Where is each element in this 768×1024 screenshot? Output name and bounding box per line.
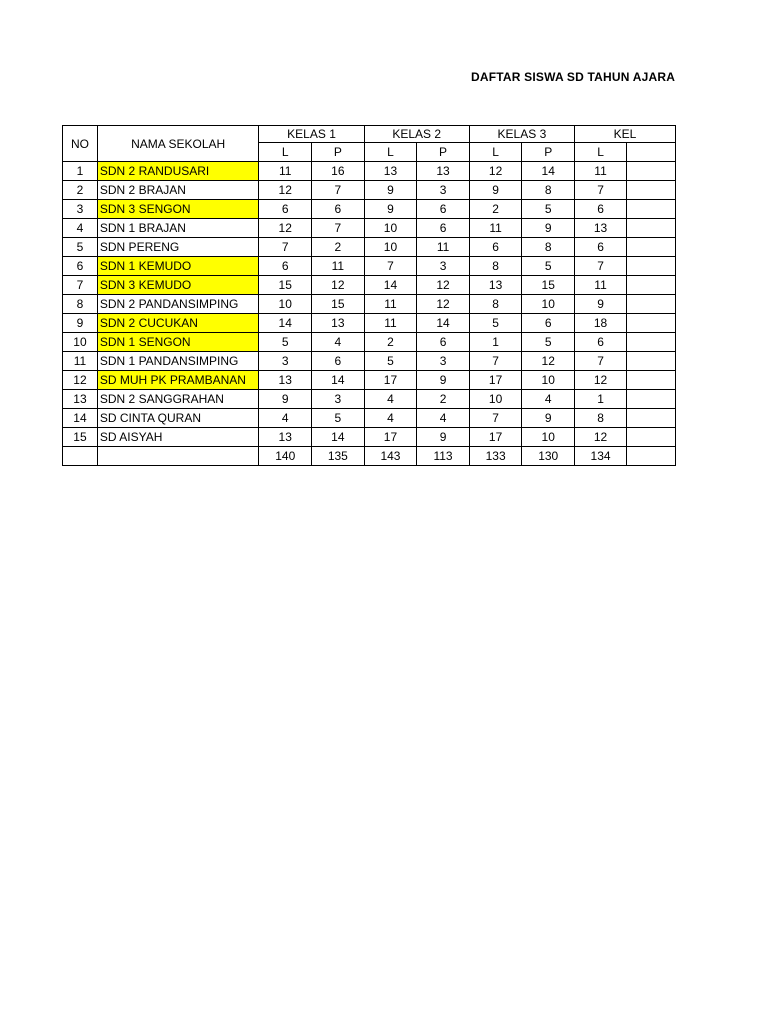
- student-count-cell: 4: [312, 333, 365, 352]
- student-count-cell: 3: [259, 352, 312, 371]
- school-name: SDN 2 CUCUKAN: [97, 314, 259, 333]
- header-l: L: [575, 143, 627, 162]
- student-count-cell: 12: [417, 276, 470, 295]
- student-count-cell: 11: [575, 162, 627, 181]
- student-count-cell: 11: [364, 295, 417, 314]
- student-count-cell: 12: [259, 219, 312, 238]
- student-count-cell: 11: [417, 238, 470, 257]
- student-count-cell: 12: [312, 276, 365, 295]
- student-count-cell: 4: [522, 390, 575, 409]
- student-count-cell: 14: [312, 371, 365, 390]
- student-count-cell: 12: [522, 352, 575, 371]
- student-count-cell: 7: [364, 257, 417, 276]
- student-count-cell: 6: [575, 238, 627, 257]
- empty-cell: [627, 333, 676, 352]
- header-p: P: [417, 143, 470, 162]
- school-name: SDN PERENG: [97, 238, 259, 257]
- header-no: NO: [63, 126, 98, 162]
- row-number: 2: [63, 181, 98, 200]
- student-count-cell: 5: [364, 352, 417, 371]
- header-p: P: [522, 143, 575, 162]
- student-count-cell: 8: [469, 295, 522, 314]
- empty-cell: [627, 295, 676, 314]
- header-kelas-4: KEL: [575, 126, 676, 143]
- student-count-cell: 14: [417, 314, 470, 333]
- header-kelas-3: KELAS 3: [469, 126, 574, 143]
- student-count-cell: 10: [364, 219, 417, 238]
- table-body: [63, 126, 676, 466]
- student-count-cell: 5: [522, 333, 575, 352]
- row-number: 15: [63, 428, 98, 447]
- student-count-cell: 7: [259, 238, 312, 257]
- row-number: 14: [63, 409, 98, 428]
- table-row: [63, 181, 676, 200]
- student-count-cell: 7: [575, 257, 627, 276]
- empty-cell: [627, 276, 676, 295]
- student-count-cell: 9: [417, 428, 470, 447]
- empty-cell: [627, 409, 676, 428]
- student-count-cell: 10: [469, 390, 522, 409]
- student-count-cell: 12: [417, 295, 470, 314]
- row-number: 6: [63, 257, 98, 276]
- total-cell: 135: [312, 447, 365, 466]
- student-count-cell: 7: [312, 181, 365, 200]
- total-cell: 133: [469, 447, 522, 466]
- student-table: [62, 125, 676, 466]
- empty-cell: [627, 238, 676, 257]
- student-count-cell: 11: [575, 276, 627, 295]
- row-number: 10: [63, 333, 98, 352]
- student-count-cell: 8: [522, 181, 575, 200]
- school-name: SDN 2 PANDANSIMPING: [97, 295, 259, 314]
- student-count-cell: 11: [469, 219, 522, 238]
- row-number: 11: [63, 352, 98, 371]
- header-nama-sekolah: NAMA SEKOLAH: [97, 126, 259, 162]
- student-count-cell: 12: [259, 181, 312, 200]
- student-count-cell: 11: [364, 314, 417, 333]
- row-number: 7: [63, 276, 98, 295]
- student-count-cell: 5: [522, 200, 575, 219]
- student-count-cell: 10: [259, 295, 312, 314]
- total-cell: 113: [417, 447, 470, 466]
- table-row: [63, 314, 676, 333]
- student-count-cell: 3: [417, 181, 470, 200]
- school-name: SD MUH PK PRAMBANAN: [97, 371, 259, 390]
- student-count-cell: 6: [575, 333, 627, 352]
- student-count-cell: 9: [575, 295, 627, 314]
- student-count-cell: 14: [259, 314, 312, 333]
- row-number: 1: [63, 162, 98, 181]
- table-row: [63, 219, 676, 238]
- table-row: [63, 352, 676, 371]
- document-title-area: [0, 70, 676, 88]
- table-row: [63, 238, 676, 257]
- school-name: SDN 1 BRAJAN: [97, 219, 259, 238]
- total-cell: 143: [364, 447, 417, 466]
- student-count-cell: 13: [364, 162, 417, 181]
- student-count-cell: 11: [312, 257, 365, 276]
- school-name: SDN 1 SENGON: [97, 333, 259, 352]
- student-count-cell: 10: [522, 371, 575, 390]
- student-count-cell: 1: [469, 333, 522, 352]
- student-count-cell: 17: [469, 428, 522, 447]
- student-count-cell: 3: [417, 257, 470, 276]
- student-count-cell: 7: [312, 219, 365, 238]
- student-count-cell: 6: [417, 219, 470, 238]
- table-row: [63, 390, 676, 409]
- header-p-empty: [627, 143, 676, 162]
- totals-row: [63, 447, 676, 466]
- school-name: SDN 1 PANDANSIMPING: [97, 352, 259, 371]
- empty-cell: [97, 447, 259, 466]
- total-cell: 140: [259, 447, 312, 466]
- table-row: [63, 200, 676, 219]
- student-count-cell: 15: [259, 276, 312, 295]
- student-count-cell: 3: [312, 390, 365, 409]
- student-count-cell: 4: [417, 409, 470, 428]
- student-count-cell: 5: [469, 314, 522, 333]
- student-count-cell: 18: [575, 314, 627, 333]
- student-count-cell: 5: [259, 333, 312, 352]
- student-count-cell: 6: [469, 238, 522, 257]
- row-number: 3: [63, 200, 98, 219]
- header-l: L: [259, 143, 312, 162]
- student-count-cell: 10: [522, 295, 575, 314]
- student-table-viewport: [62, 125, 676, 467]
- header-l: L: [364, 143, 417, 162]
- student-count-cell: 4: [364, 409, 417, 428]
- student-count-cell: 15: [312, 295, 365, 314]
- empty-cell: [627, 181, 676, 200]
- student-count-cell: 9: [417, 371, 470, 390]
- school-name: SDN 3 SENGON: [97, 200, 259, 219]
- student-count-cell: 13: [259, 428, 312, 447]
- student-count-cell: 17: [364, 371, 417, 390]
- table-row: [63, 428, 676, 447]
- student-count-cell: 6: [312, 352, 365, 371]
- header-p: P: [312, 143, 365, 162]
- student-count-cell: 8: [469, 257, 522, 276]
- total-cell: 134: [575, 447, 627, 466]
- student-count-cell: 17: [364, 428, 417, 447]
- student-count-cell: 6: [259, 257, 312, 276]
- school-name: SDN 2 SANGGRAHAN: [97, 390, 259, 409]
- student-count-cell: 13: [469, 276, 522, 295]
- school-name: SDN 2 BRAJAN: [97, 181, 259, 200]
- student-count-cell: 2: [469, 200, 522, 219]
- student-count-cell: 11: [259, 162, 312, 181]
- student-count-cell: 7: [575, 181, 627, 200]
- student-count-cell: 10: [364, 238, 417, 257]
- student-count-cell: 6: [417, 200, 470, 219]
- row-number: 13: [63, 390, 98, 409]
- empty-cell: [627, 371, 676, 390]
- empty-cell: [627, 162, 676, 181]
- student-count-cell: 12: [575, 371, 627, 390]
- student-count-cell: 9: [469, 181, 522, 200]
- document-title: DAFTAR SISWA SD TAHUN AJARA: [471, 70, 676, 84]
- row-number: 9: [63, 314, 98, 333]
- school-name: SD CINTA QURAN: [97, 409, 259, 428]
- student-count-cell: 13: [417, 162, 470, 181]
- student-count-cell: 10: [522, 428, 575, 447]
- student-count-cell: 8: [522, 238, 575, 257]
- student-count-cell: 5: [312, 409, 365, 428]
- student-count-cell: 13: [312, 314, 365, 333]
- table-row: [63, 371, 676, 390]
- empty-cell: [627, 200, 676, 219]
- empty-cell: [627, 219, 676, 238]
- student-count-cell: 6: [417, 333, 470, 352]
- header-row-kelas: [63, 126, 676, 143]
- table-row: [63, 257, 676, 276]
- empty-cell: [627, 257, 676, 276]
- row-number: 5: [63, 238, 98, 257]
- empty-cell: [627, 352, 676, 371]
- student-count-cell: 2: [417, 390, 470, 409]
- student-count-cell: 3: [417, 352, 470, 371]
- school-name: SD AISYAH: [97, 428, 259, 447]
- header-l: L: [469, 143, 522, 162]
- table-row: [63, 295, 676, 314]
- student-count-cell: 9: [364, 200, 417, 219]
- school-name: SDN 2 RANDUSARI: [97, 162, 259, 181]
- student-count-cell: 6: [575, 200, 627, 219]
- student-count-cell: 12: [469, 162, 522, 181]
- student-count-cell: 2: [364, 333, 417, 352]
- student-count-cell: 6: [259, 200, 312, 219]
- student-count-cell: 2: [312, 238, 365, 257]
- school-name: SDN 3 KEMUDO: [97, 276, 259, 295]
- student-count-cell: 14: [312, 428, 365, 447]
- student-count-cell: 1: [575, 390, 627, 409]
- table-row: [63, 409, 676, 428]
- row-number: 8: [63, 295, 98, 314]
- student-count-cell: 16: [312, 162, 365, 181]
- student-count-cell: 7: [575, 352, 627, 371]
- header-kelas-1: KELAS 1: [259, 126, 364, 143]
- empty-cell: [627, 447, 676, 466]
- empty-cell: [627, 390, 676, 409]
- student-count-cell: 9: [259, 390, 312, 409]
- student-count-cell: 13: [575, 219, 627, 238]
- student-count-cell: 14: [364, 276, 417, 295]
- empty-cell: [627, 314, 676, 333]
- empty-cell: [63, 447, 98, 466]
- school-name: SDN 1 KEMUDO: [97, 257, 259, 276]
- row-number: 4: [63, 219, 98, 238]
- student-count-cell: 14: [522, 162, 575, 181]
- student-count-cell: 9: [364, 181, 417, 200]
- student-count-cell: 9: [522, 219, 575, 238]
- table-row: [63, 333, 676, 352]
- row-number: 12: [63, 371, 98, 390]
- student-count-cell: 9: [522, 409, 575, 428]
- student-count-cell: 6: [312, 200, 365, 219]
- total-cell: 130: [522, 447, 575, 466]
- empty-cell: [627, 428, 676, 447]
- table-row: [63, 276, 676, 295]
- table-row: [63, 162, 676, 181]
- student-count-cell: 15: [522, 276, 575, 295]
- student-count-cell: 4: [364, 390, 417, 409]
- student-count-cell: 13: [259, 371, 312, 390]
- student-count-cell: 6: [522, 314, 575, 333]
- student-count-cell: 4: [259, 409, 312, 428]
- student-count-cell: 5: [522, 257, 575, 276]
- student-count-cell: 7: [469, 409, 522, 428]
- header-kelas-2: KELAS 2: [364, 126, 469, 143]
- student-count-cell: 7: [469, 352, 522, 371]
- student-count-cell: 12: [575, 428, 627, 447]
- student-count-cell: 17: [469, 371, 522, 390]
- student-count-cell: 8: [575, 409, 627, 428]
